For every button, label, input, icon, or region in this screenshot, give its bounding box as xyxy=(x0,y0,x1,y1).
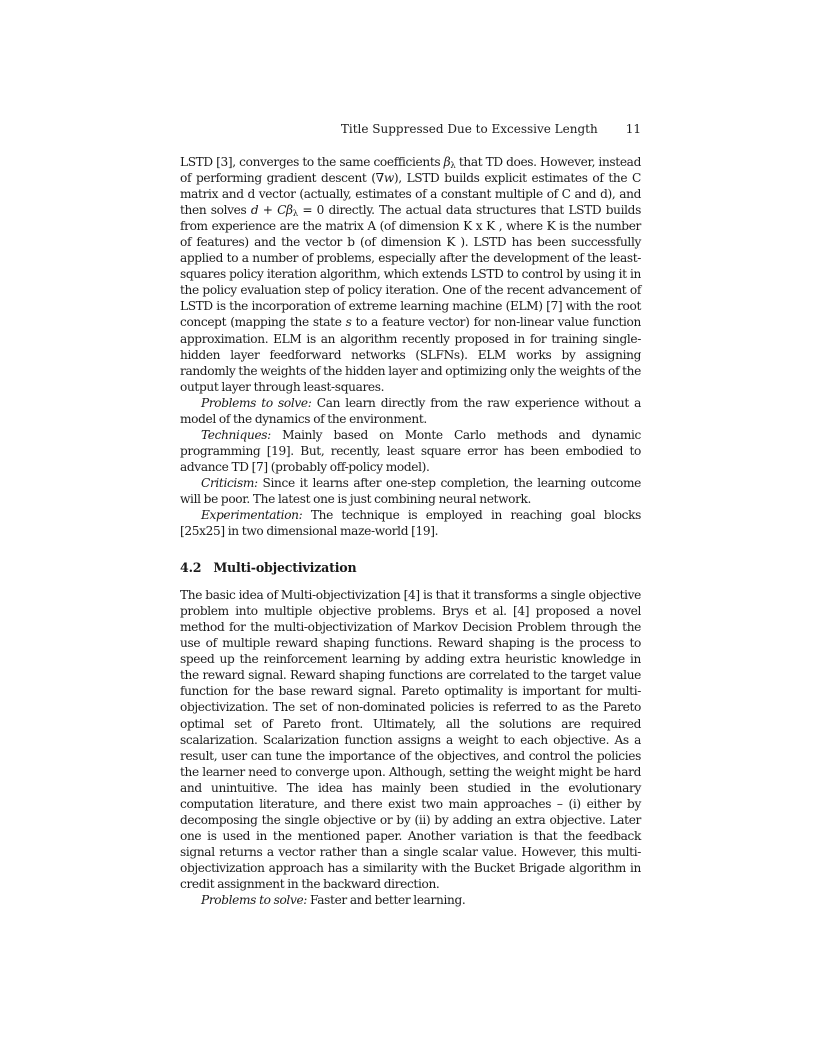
math-c: C xyxy=(277,203,287,218)
criticism-label: Criticism: xyxy=(201,475,258,490)
multi-objectivization-paragraph: The basic idea of Multi-objectivization [4] is that it transforms a single objective problem into multiple objective problems. Brys et al. [4] proposed a novel method for the multi-objectivization of Markov Decision Problem through the use of multiple reward shaping functions. Reward shaping is the process to speed up the reinforcement learning by adding extra heuristic knowledge in the reward signal. Reward shaping functions are correlated to the target value function for the base reward signal. Pareto optimality is important for multi-objectivization. The set of non-dominated policies is referred to as the Pareto optimal set of Pareto front. Ultimately, all the solutions are required scalarization. Scalarization function assigns a weight to each objective. As a result, user can tune the importance of the objectives, and control the policies the learner need to converge upon. Although, setting the weight might be hard and unintuitive. The idea has mainly been studied in the evolutionary computation literature, and there exist two main approaches – (i) either by decomposing the single objective or by (ii) by adding an extra objective. Later one is used in the mentioned paper. Another variation is that the feedback signal returns a vector rather than a single scalar value. However, this multi-objectivization approach has a similarity with the Bucket Brigade algorithm in credit assignment in the backward direction. xyxy=(180,588,641,891)
page-number: 11 xyxy=(625,122,641,136)
experimentation-label: Experimentation: xyxy=(201,508,303,523)
problems-text: Can learn directly from the raw experience without a model of the dynamics of the environment. xyxy=(180,395,641,426)
math-beta: β xyxy=(286,203,293,218)
text-run: that TD does. However, instead of performing gradient descent ( xyxy=(180,155,641,186)
techniques-paragraph xyxy=(180,427,641,475)
running-title: Title Suppressed Due to Excessive Length xyxy=(340,122,598,136)
running-header xyxy=(180,122,641,137)
section-title: Multi-objectivization xyxy=(213,560,357,576)
lstd-paragraph xyxy=(180,154,641,395)
text-run: LSTD [3], converges to the same coefficients xyxy=(180,155,444,169)
math-plus: + xyxy=(258,203,278,218)
problems-label: Problems to solve: xyxy=(201,893,308,908)
math-s: s xyxy=(345,315,352,330)
problems-text: Faster and better learning. xyxy=(307,893,466,908)
experimentation-paragraph xyxy=(180,507,641,539)
body-text xyxy=(180,154,641,908)
text-run: ), LSTD builds explicit estimates of the C matrix and d vector (actually, estimates of a constant multiple of C and d), and then solves xyxy=(180,171,641,218)
problems-paragraph xyxy=(180,395,641,427)
techniques-label: Techniques: xyxy=(201,427,271,442)
math-nabla: ∇ xyxy=(375,171,384,186)
criticism-text: Since it learns after one-step completion, the learning outcome will be poor. The latest one is just combining neural network. xyxy=(180,475,641,506)
experimentation-text: The technique is employed in reaching goal blocks [25x25] in two dimensional maze-world [19]. xyxy=(180,508,641,539)
problems-paragraph xyxy=(180,892,641,908)
section-heading xyxy=(180,559,641,576)
math-w: w xyxy=(383,171,394,186)
text-run: directly. The actual data structures that LSTD builds from experience are the matrix A (of dimension K x K , where K is the number of features) and the vector b (of dimension K ). LSTD has been successfully applied to a number of problems, especially after the development of the least-squares policy iteration algorithm, which extends LSTD to control by using it in the policy evaluation step of policy iteration. One of the recent advancement of LSTD is the incorporation of extreme learning machine (ELM) [7] with the root concept (mapping the state xyxy=(180,203,641,330)
text-run: to a feature vector) for non-linear value function approximation. ELM is an algorithm recently proposed in for training single-hidden layer feedforward networks (SLFNs). ELM works by assigning randomly the weights of the hidden layer and optimizing only the weights of the output layer through least-squares. xyxy=(180,315,641,394)
math-equals-zero: = 0 xyxy=(297,203,325,218)
math-beta: β xyxy=(443,155,451,169)
math-d: d xyxy=(250,203,259,218)
criticism-paragraph xyxy=(180,475,641,507)
problems-label: Problems to solve: xyxy=(201,395,312,410)
techniques-text: Mainly based on Monte Carlo methods and dynamic programming [19]. But, recently, least square error has been embodied to advance TD [7] (probably off-policy model). xyxy=(180,427,641,474)
section-number: 4.2 xyxy=(180,560,202,576)
math-lambda-subscript: λ xyxy=(292,209,298,220)
math-lambda-subscript: λ xyxy=(450,161,456,172)
